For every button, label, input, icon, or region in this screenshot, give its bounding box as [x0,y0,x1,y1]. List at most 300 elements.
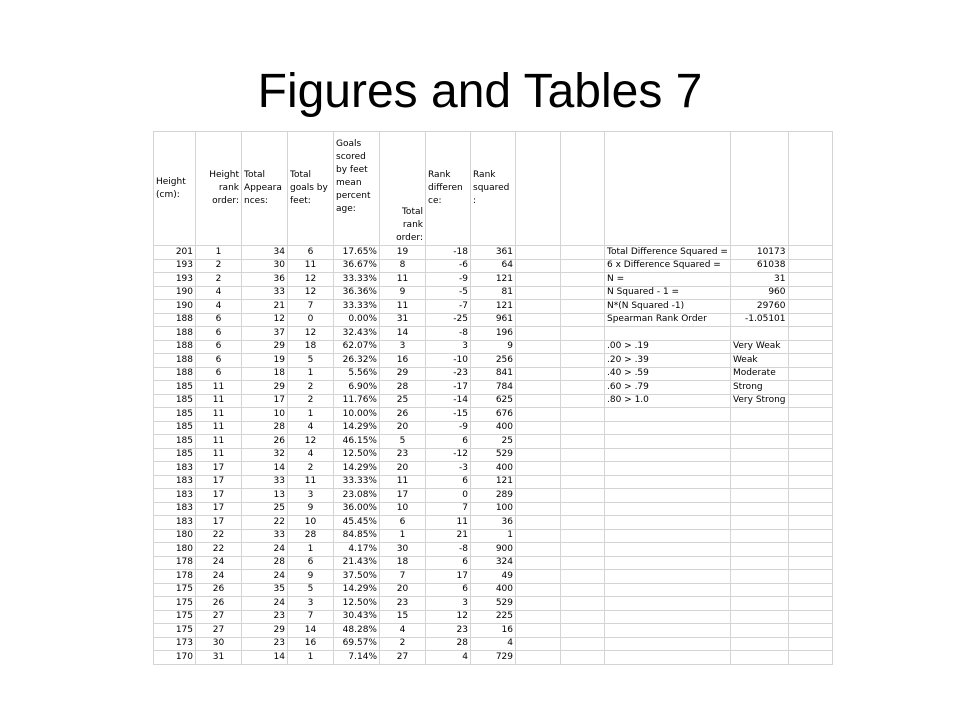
rank-difference-cell: -5 [426,286,471,300]
empty-cell [561,651,605,665]
summary-label [605,597,731,611]
height-cell: 185 [154,421,196,435]
rank-squared-cell: 81 [471,286,516,300]
total-rank-cell: 11 [380,273,426,287]
rank-order-cell: 4 [196,286,242,300]
rank-difference-cell: -10 [426,354,471,368]
goals-cell: 9 [288,570,334,584]
empty-cell [516,313,561,327]
total-rank-cell: 5 [380,435,426,449]
goals-cell: 6 [288,556,334,570]
empty-cell [788,132,832,246]
summary-label [605,543,731,557]
empty-cell [561,448,605,462]
appearances-cell: 29 [242,381,288,395]
table-row [154,286,833,300]
rank-order-cell: 31 [196,651,242,665]
height-cell: 183 [154,462,196,476]
empty-cell [516,610,561,624]
rank-order-cell: 11 [196,381,242,395]
total-rank-cell: 31 [380,313,426,327]
table-row [154,610,833,624]
rank-difference-cell: -23 [426,367,471,381]
summary-label [605,435,731,449]
height-cell: 185 [154,435,196,449]
empty-cell [788,583,832,597]
table-row [154,381,833,395]
height-cell: 188 [154,340,196,354]
summary-value: 960 [730,286,788,300]
rank-squared-cell: 400 [471,421,516,435]
rank-order-cell: 2 [196,259,242,273]
summary-label: .60 > .79 [605,381,731,395]
rank-squared-cell: 676 [471,408,516,422]
empty-cell [516,529,561,543]
summary-label: 6 x Difference Squared = [605,259,731,273]
total-rank-cell: 26 [380,408,426,422]
height-cell: 170 [154,651,196,665]
goals-cell: 7 [288,300,334,314]
total-rank-cell: 8 [380,259,426,273]
summary-value [730,408,788,422]
rank-order-cell: 11 [196,435,242,449]
header-appearances: Total Appeara nces: [242,132,288,246]
header-rank-difference: Rank differen ce: [426,132,471,246]
total-rank-cell: 18 [380,556,426,570]
rank-order-cell: 27 [196,624,242,638]
table-row [154,624,833,638]
total-rank-cell: 16 [380,354,426,368]
rank-order-cell: 27 [196,610,242,624]
header-goals: Total goals by feet: [288,132,334,246]
rank-squared-cell: 25 [471,435,516,449]
empty-cell [516,462,561,476]
total-rank-cell: 23 [380,597,426,611]
rank-difference-cell: 6 [426,556,471,570]
goals-cell: 3 [288,597,334,611]
empty-cell [788,637,832,651]
appearances-cell: 17 [242,394,288,408]
total-rank-cell: 20 [380,462,426,476]
empty-cell [516,435,561,449]
empty-cell [561,394,605,408]
rank-squared-cell: 289 [471,489,516,503]
empty-cell [561,381,605,395]
table-row [154,354,833,368]
appearances-cell: 22 [242,516,288,530]
appearances-cell: 14 [242,651,288,665]
rank-squared-cell: 961 [471,313,516,327]
total-rank-cell: 29 [380,367,426,381]
total-rank-cell: 20 [380,421,426,435]
summary-value [730,516,788,530]
height-cell: 173 [154,637,196,651]
summary-value [730,597,788,611]
empty-cell [561,516,605,530]
mean-percent-cell: 30.43% [334,610,380,624]
mean-percent-cell: 17.65% [334,246,380,260]
empty-cell [516,651,561,665]
goals-cell: 2 [288,381,334,395]
empty-cell [561,475,605,489]
summary-label [605,462,731,476]
total-rank-cell: 6 [380,516,426,530]
table-row [154,246,833,260]
mean-percent-cell: 45.45% [334,516,380,530]
goals-cell: 11 [288,259,334,273]
empty-cell [516,340,561,354]
height-cell: 190 [154,286,196,300]
mean-percent-cell: 4.17% [334,543,380,557]
table-row [154,651,833,665]
spreadsheet-table [153,131,833,665]
empty-cell [788,367,832,381]
goals-cell: 11 [288,475,334,489]
appearances-cell: 29 [242,340,288,354]
height-cell: 175 [154,610,196,624]
height-cell: 188 [154,354,196,368]
empty-cell [788,246,832,260]
height-cell: 183 [154,516,196,530]
mean-percent-cell: 84.85% [334,529,380,543]
empty-cell [788,462,832,476]
appearances-cell: 21 [242,300,288,314]
rank-difference-cell: 3 [426,340,471,354]
empty-cell [561,273,605,287]
height-cell: 193 [154,259,196,273]
goals-cell: 4 [288,448,334,462]
empty-cell [516,597,561,611]
total-rank-cell: 20 [380,583,426,597]
goals-cell: 12 [288,273,334,287]
empty-cell [516,502,561,516]
table-row [154,313,833,327]
rank-difference-cell: 11 [426,516,471,530]
rank-order-cell: 11 [196,408,242,422]
rank-difference-cell: -9 [426,421,471,435]
mean-percent-cell: 6.90% [334,381,380,395]
header-rank-squared: Rank squared : [471,132,516,246]
height-cell: 185 [154,448,196,462]
summary-label [605,651,731,665]
empty-cell [561,529,605,543]
table-row [154,462,833,476]
total-rank-cell: 17 [380,489,426,503]
height-cell: 175 [154,624,196,638]
mean-percent-cell: 36.36% [334,286,380,300]
total-rank-cell: 7 [380,570,426,584]
goals-cell: 12 [288,286,334,300]
appearances-cell: 33 [242,529,288,543]
rank-squared-cell: 400 [471,462,516,476]
empty-cell [788,313,832,327]
summary-label: .40 > .59 [605,367,731,381]
empty-cell [788,502,832,516]
rank-order-cell: 26 [196,597,242,611]
table-row [154,327,833,341]
appearances-cell: 18 [242,367,288,381]
mean-percent-cell: 36.00% [334,502,380,516]
table-row [154,502,833,516]
table-row [154,597,833,611]
empty-cell [561,624,605,638]
appearances-cell: 36 [242,273,288,287]
rank-order-cell: 6 [196,367,242,381]
appearances-cell: 19 [242,354,288,368]
empty-cell [516,624,561,638]
empty-cell [788,651,832,665]
total-rank-cell: 19 [380,246,426,260]
rank-squared-cell: 121 [471,300,516,314]
summary-label [605,502,731,516]
table-row [154,556,833,570]
rank-order-cell: 6 [196,354,242,368]
empty-cell [516,448,561,462]
rank-order-cell: 11 [196,448,242,462]
goals-cell: 2 [288,462,334,476]
appearances-cell: 26 [242,435,288,449]
empty-cell [788,273,832,287]
mean-percent-cell: 33.33% [334,273,380,287]
height-cell: 190 [154,300,196,314]
mean-percent-cell: 21.43% [334,556,380,570]
summary-label [605,516,731,530]
summary-label [605,475,731,489]
rank-order-cell: 6 [196,313,242,327]
empty-cell [788,394,832,408]
summary-value [730,448,788,462]
summary-value: Very Strong [730,394,788,408]
table-row [154,421,833,435]
empty-cell [561,570,605,584]
summary-value: 31 [730,273,788,287]
rank-difference-cell: 4 [426,651,471,665]
mean-percent-cell: 5.56% [334,367,380,381]
summary-label [605,610,731,624]
rank-difference-cell: 6 [426,435,471,449]
total-rank-cell: 1 [380,529,426,543]
empty-cell [788,381,832,395]
rank-squared-cell: 1 [471,529,516,543]
empty-cell [788,259,832,273]
goals-cell: 1 [288,367,334,381]
empty-cell [516,381,561,395]
height-cell: 178 [154,556,196,570]
empty-cell [788,624,832,638]
empty-cell [561,408,605,422]
empty-cell [788,421,832,435]
summary-label: N = [605,273,731,287]
header-rank-order: Height rank order: [196,132,242,246]
empty-cell [516,516,561,530]
goals-cell: 4 [288,421,334,435]
empty-cell [516,327,561,341]
empty-cell [788,556,832,570]
rank-order-cell: 4 [196,300,242,314]
empty-cell [730,132,788,246]
rank-order-cell: 24 [196,556,242,570]
total-rank-cell: 4 [380,624,426,638]
summary-value [730,462,788,476]
total-rank-cell: 28 [380,381,426,395]
total-rank-cell: 11 [380,300,426,314]
summary-value: 10173 [730,246,788,260]
appearances-cell: 10 [242,408,288,422]
total-rank-cell: 30 [380,543,426,557]
summary-value [730,435,788,449]
mean-percent-cell: 48.28% [334,624,380,638]
summary-label [605,556,731,570]
summary-value [730,610,788,624]
summary-value: 29760 [730,300,788,314]
total-rank-cell: 10 [380,502,426,516]
total-rank-cell: 3 [380,340,426,354]
rank-difference-cell: -15 [426,408,471,422]
header-total-rank: Total rank order: [380,132,426,246]
rank-difference-cell: 21 [426,529,471,543]
empty-cell [561,637,605,651]
appearances-cell: 14 [242,462,288,476]
summary-value [730,570,788,584]
rank-squared-cell: 36 [471,516,516,530]
rank-squared-cell: 900 [471,543,516,557]
summary-label: N Squared - 1 = [605,286,731,300]
total-rank-cell: 9 [380,286,426,300]
mean-percent-cell: 12.50% [334,597,380,611]
rank-difference-cell: -6 [426,259,471,273]
table-row [154,300,833,314]
appearances-cell: 24 [242,570,288,584]
appearances-cell: 24 [242,597,288,611]
rank-squared-cell: 400 [471,583,516,597]
mean-percent-cell: 62.07% [334,340,380,354]
empty-cell [516,273,561,287]
empty-cell [516,583,561,597]
mean-percent-cell: 12.50% [334,448,380,462]
rank-squared-cell: 121 [471,273,516,287]
rank-squared-cell: 121 [471,475,516,489]
summary-label [605,489,731,503]
empty-cell [788,516,832,530]
table-row [154,583,833,597]
rank-squared-cell: 9 [471,340,516,354]
total-rank-cell: 14 [380,327,426,341]
summary-value [730,502,788,516]
appearances-cell: 25 [242,502,288,516]
summary-label [605,583,731,597]
goals-cell: 12 [288,435,334,449]
empty-cell [561,313,605,327]
empty-cell [561,327,605,341]
empty-cell [516,259,561,273]
rank-order-cell: 11 [196,394,242,408]
mean-percent-cell: 36.67% [334,259,380,273]
height-cell: 188 [154,367,196,381]
height-cell: 183 [154,475,196,489]
appearances-cell: 33 [242,475,288,489]
rank-order-cell: 2 [196,273,242,287]
empty-cell [561,286,605,300]
rank-squared-cell: 784 [471,381,516,395]
goals-cell: 1 [288,543,334,557]
table-row [154,340,833,354]
goals-cell: 9 [288,502,334,516]
total-rank-cell: 2 [380,637,426,651]
empty-cell [516,543,561,557]
table-row [154,516,833,530]
empty-cell [561,367,605,381]
summary-label [605,624,731,638]
goals-cell: 28 [288,529,334,543]
rank-order-cell: 1 [196,246,242,260]
rank-squared-cell: 196 [471,327,516,341]
rank-difference-cell: 6 [426,583,471,597]
rank-order-cell: 24 [196,570,242,584]
total-rank-cell: 27 [380,651,426,665]
empty-cell [516,394,561,408]
summary-label [605,327,731,341]
empty-cell [605,132,731,246]
height-cell: 188 [154,327,196,341]
empty-cell [788,354,832,368]
summary-value [730,637,788,651]
appearances-cell: 23 [242,637,288,651]
summary-value [730,475,788,489]
mean-percent-cell: 0.00% [334,313,380,327]
table-row [154,448,833,462]
rank-order-cell: 26 [196,583,242,597]
mean-percent-cell: 46.15% [334,435,380,449]
summary-value [730,583,788,597]
rank-squared-cell: 225 [471,610,516,624]
summary-value [730,327,788,341]
empty-cell [561,340,605,354]
summary-value [730,556,788,570]
rank-difference-cell: -7 [426,300,471,314]
header-row [154,132,833,246]
empty-cell [516,475,561,489]
appearances-cell: 35 [242,583,288,597]
empty-cell [516,637,561,651]
empty-cell [788,543,832,557]
rank-difference-cell: -8 [426,327,471,341]
summary-value: Weak [730,354,788,368]
summary-label: Spearman Rank Order [605,313,731,327]
total-rank-cell: 15 [380,610,426,624]
rank-difference-cell: -25 [426,313,471,327]
rank-squared-cell: 324 [471,556,516,570]
appearances-cell: 12 [242,313,288,327]
rank-order-cell: 22 [196,543,242,557]
mean-percent-cell: 14.29% [334,583,380,597]
height-cell: 185 [154,394,196,408]
rank-squared-cell: 16 [471,624,516,638]
summary-label [605,408,731,422]
rank-squared-cell: 4 [471,637,516,651]
rank-order-cell: 11 [196,421,242,435]
rank-order-cell: 6 [196,327,242,341]
rank-difference-cell: -8 [426,543,471,557]
empty-cell [516,354,561,368]
rank-difference-cell: 6 [426,475,471,489]
rank-order-cell: 17 [196,489,242,503]
appearances-cell: 28 [242,556,288,570]
appearances-cell: 29 [242,624,288,638]
rank-difference-cell: -3 [426,462,471,476]
empty-cell [561,462,605,476]
summary-value [730,489,788,503]
rank-order-cell: 30 [196,637,242,651]
